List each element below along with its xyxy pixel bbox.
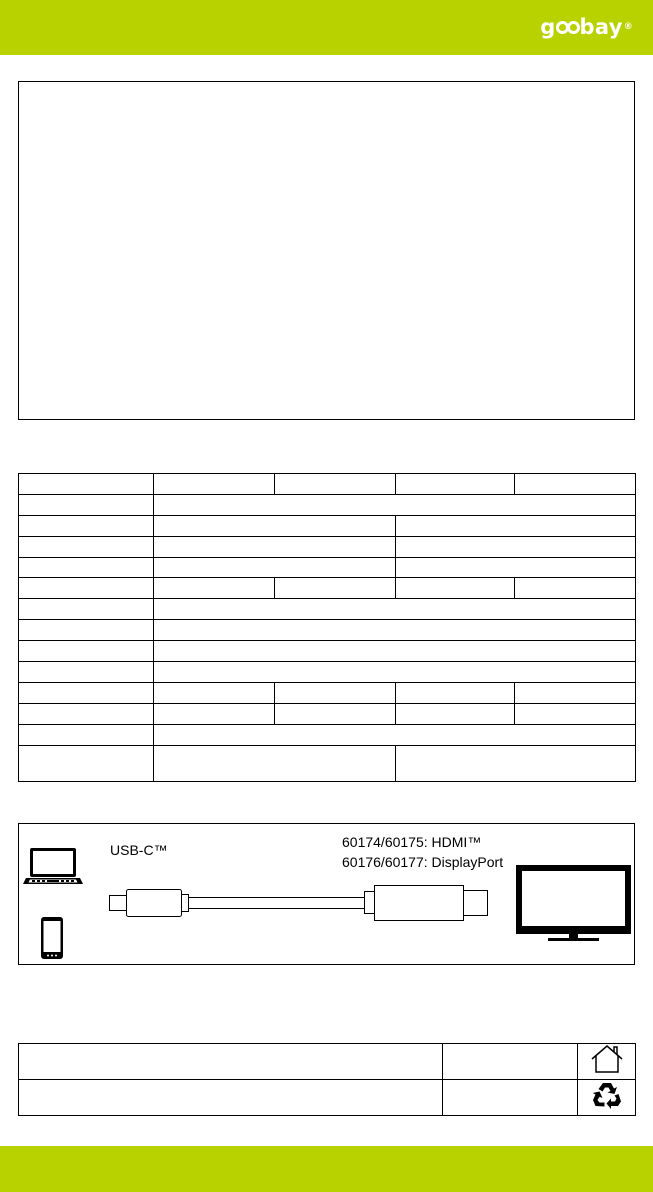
header-bar [0, 0, 653, 55]
table-row [19, 1044, 636, 1080]
table-row [19, 682, 636, 703]
monitor-icon [514, 862, 634, 944]
table-row [19, 703, 636, 724]
logo-suffix: bay [579, 15, 623, 39]
table-row [19, 662, 636, 683]
table-row [19, 599, 636, 620]
house-icon [590, 1044, 624, 1074]
source-label: USB-C™ [110, 842, 168, 858]
table-row [19, 578, 636, 599]
disposal-table [18, 1043, 636, 1116]
table-row [19, 474, 636, 495]
table-row [19, 515, 636, 536]
laptop-icon [22, 846, 84, 886]
target-label-displayport: 60176/60177: DisplayPort [342, 854, 504, 870]
table-row [19, 494, 636, 515]
smartphone-icon [40, 916, 64, 960]
recycle-icon [592, 1080, 622, 1110]
table-row [19, 620, 636, 641]
table-row [19, 557, 636, 578]
logo-rings [557, 21, 579, 34]
table-row [19, 536, 636, 557]
goobay-logo [540, 13, 633, 41]
table-row [19, 724, 636, 745]
target-label-hdmi: 60174/60175: HDMI™ [342, 834, 482, 850]
logo-prefix: g [540, 15, 556, 39]
specification-table [18, 473, 636, 782]
table-row [19, 745, 636, 781]
footer-bar [0, 1146, 653, 1192]
table-row [19, 1080, 636, 1116]
content-frame [18, 81, 635, 420]
table-row [19, 641, 636, 662]
logo-registered: ® [623, 22, 633, 32]
connection-diagram [18, 823, 635, 965]
cable-icon [109, 881, 494, 927]
